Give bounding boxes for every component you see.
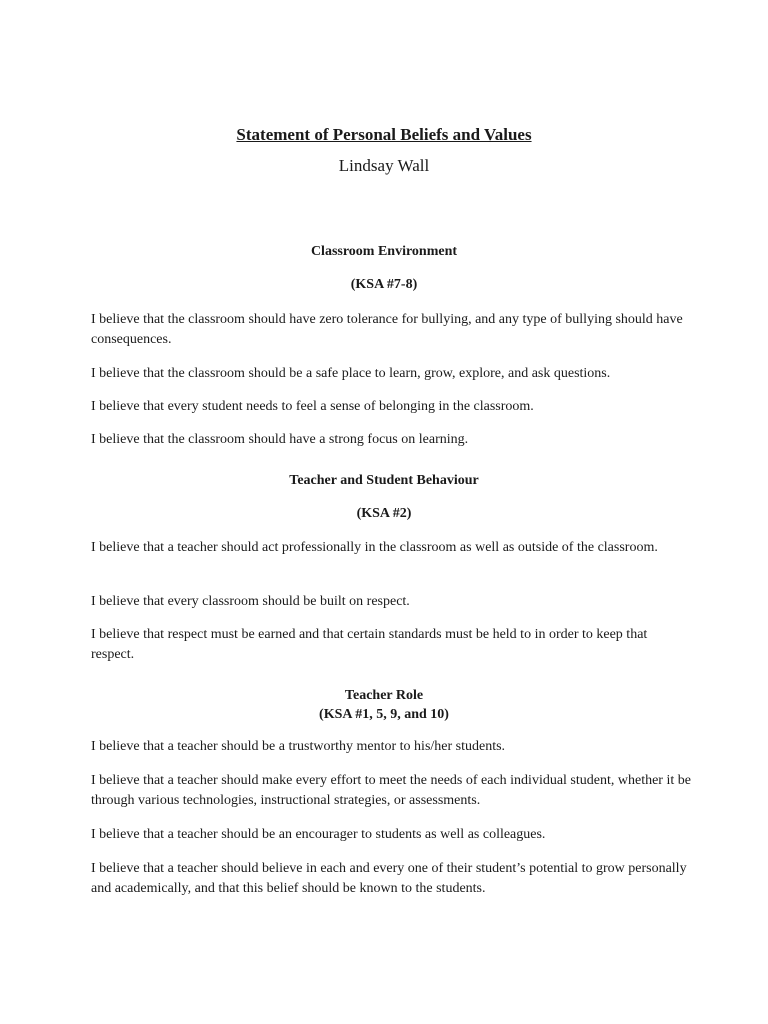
belief-paragraph: I believe that every classroom should be built on respect. — [91, 594, 410, 609]
belief-paragraph: I believe that every student needs to feel a sense of belonging in the classroom. — [91, 399, 534, 414]
document-author: Lindsay Wall — [338, 156, 430, 175]
section-ksa-teacher-student-behaviour: (KSA #2) — [356, 506, 412, 521]
section-heading-teacher-role: Teacher Role — [344, 688, 424, 703]
section-heading-teacher-student-behaviour: Teacher and Student Behaviour — [289, 473, 479, 488]
section-ksa-teacher-role: (KSA #1, 5, 9, and 10) — [319, 707, 449, 722]
section-heading-classroom-environment: Classroom Environment — [310, 244, 458, 259]
belief-paragraph: I believe that a teacher should believe in each and every one of their student’s potential to grow personally and academically, and that this belief should be known to the students. — [91, 861, 687, 896]
belief-paragraph: I believe that the classroom should have a strong focus on learning. — [91, 432, 469, 447]
belief-paragraph: I believe that a teacher should be a trustworthy mentor to his/her students. — [91, 739, 506, 754]
section-ksa-classroom-environment: (KSA #7-8) — [350, 277, 418, 292]
belief-paragraph: I believe that the classroom should have zero tolerance for bullying, and any type of bullying should have consequences. — [91, 312, 683, 347]
belief-paragraph: I believe that respect must be earned and that certain standards must be held to in order to keep that respect. — [91, 627, 648, 662]
belief-paragraph: I believe that a teacher should act professionally in the classroom as well as outside of the classroom. — [91, 540, 658, 555]
belief-paragraph: I believe that the classroom should be a safe place to learn, grow, explore, and ask questions. — [91, 366, 611, 381]
belief-paragraph: I believe that a teacher should be an encourager to students as well as colleagues. — [91, 827, 546, 842]
belief-paragraph: I believe that a teacher should make every effort to meet the needs of each individual student, whether it be through various technologies, instructional strategies, or assessments. — [91, 773, 691, 808]
document-title: Statement of Personal Beliefs and Values — [236, 125, 532, 144]
